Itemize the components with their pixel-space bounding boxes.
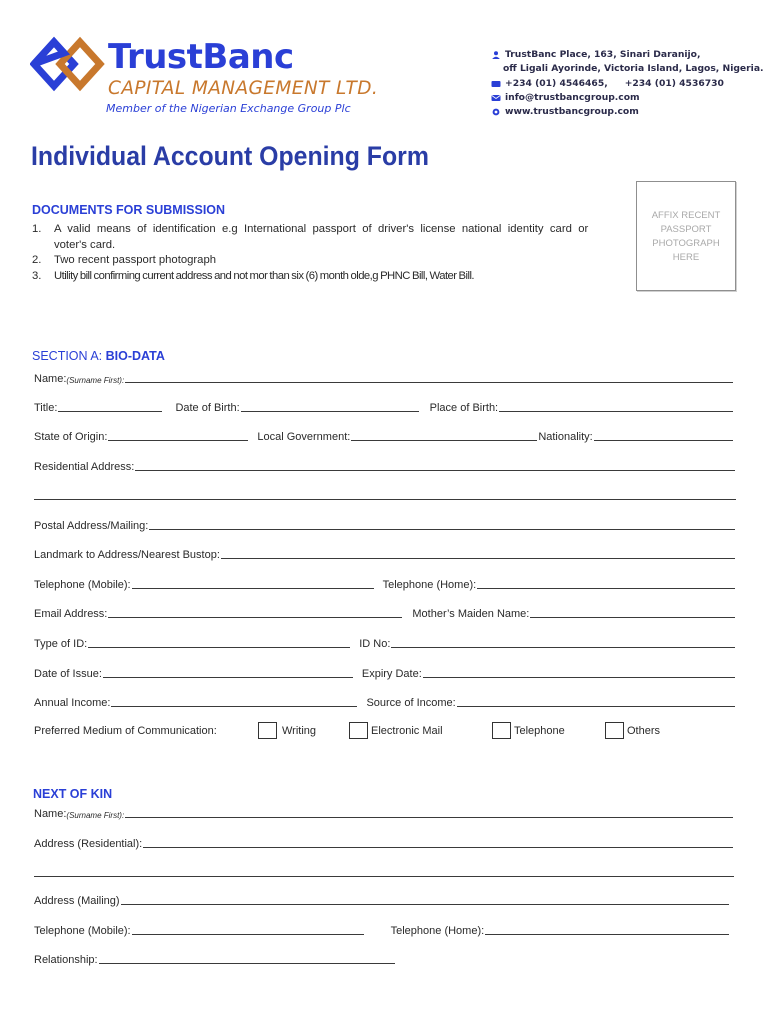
residential-address-field[interactable] bbox=[34, 459, 736, 473]
tel-mobile-label: Telephone (Mobile): bbox=[34, 579, 131, 591]
phone-icon bbox=[491, 80, 501, 88]
telephone-checkbox[interactable] bbox=[492, 722, 511, 739]
nok-tel-home-label: Telephone (Home): bbox=[390, 925, 485, 937]
postal-address-field[interactable] bbox=[34, 518, 736, 532]
trustbanc-logo-icon bbox=[30, 36, 108, 92]
pob-field[interactable] bbox=[499, 411, 733, 412]
source-label: Source of Income: bbox=[366, 697, 456, 709]
issue-field[interactable] bbox=[103, 677, 353, 678]
documents-heading: DOCUMENTS FOR SUBMISSION bbox=[32, 203, 226, 217]
nok-name-field[interactable] bbox=[34, 806, 734, 820]
income-row bbox=[34, 695, 736, 709]
pob-label: Place of Birth: bbox=[429, 402, 499, 414]
id-row bbox=[34, 636, 736, 650]
nok-address-mailing-field[interactable] bbox=[34, 893, 730, 907]
lga-field[interactable] bbox=[351, 440, 537, 441]
state-field[interactable] bbox=[108, 440, 248, 441]
state-lga-nationality-row bbox=[34, 429, 734, 443]
name-hint: (Surname First): bbox=[66, 376, 125, 385]
others-label: Others bbox=[627, 725, 661, 737]
title-label: Title: bbox=[34, 402, 58, 414]
nok-relationship-label: Relationship: bbox=[34, 954, 98, 966]
tel-home-label: Telephone (Home): bbox=[382, 579, 477, 591]
list-item: 3. Utility bill confirming current address and not mor than six (6) month olde,g PHNC Bill, Water Bill. bbox=[32, 269, 612, 285]
state-label: State of Origin: bbox=[34, 431, 108, 443]
form-title: Individual Account Opening Form bbox=[31, 141, 429, 171]
postal-label: Postal Address/Mailing: bbox=[34, 520, 149, 532]
nok-name-label: Name: bbox=[34, 808, 67, 820]
document-item-text: A valid means of identification e.g International passport of driver's license national identity card or bbox=[54, 223, 589, 235]
nok-tel-mobile-field[interactable] bbox=[132, 934, 364, 935]
brand-name: TrustBanc bbox=[108, 37, 294, 77]
email-link[interactable]: info@trustbancgroup.com bbox=[505, 91, 640, 103]
nok-address-res-label: Address (Residential): bbox=[34, 838, 143, 850]
issue-label: Date of Issue: bbox=[34, 668, 102, 680]
list-item: 1. A valid means of identification e.g International passport of driver's license national identity card or voter's card. bbox=[32, 222, 612, 253]
name-field[interactable] bbox=[34, 371, 734, 385]
telephone-label: Telephone bbox=[514, 725, 565, 737]
document-item-text: Utility bill confirming current address and not mor than six (6) month olde,g PHNC Bill, Water Bill. bbox=[54, 269, 475, 282]
nok-name-hint: (Surname First): bbox=[66, 811, 125, 820]
medium-label: Preferred Medium of Communication: bbox=[34, 725, 217, 737]
address-line-1: TrustBanc Place, 163, Sinari Daranijo, bbox=[505, 49, 701, 60]
tel-home-field[interactable] bbox=[477, 588, 735, 589]
landmark-field[interactable] bbox=[34, 547, 736, 561]
telephone-row bbox=[34, 577, 736, 591]
electronic-mail-checkbox[interactable] bbox=[349, 722, 368, 739]
nok-relationship-field[interactable] bbox=[34, 952, 396, 966]
nok-address-residential-line-2[interactable] bbox=[34, 876, 734, 877]
section-a-heading bbox=[32, 349, 165, 363]
next-of-kin-heading: NEXT OF KIN bbox=[33, 787, 113, 801]
email-field[interactable] bbox=[108, 617, 402, 618]
section-a-title: BIO-DATA bbox=[105, 349, 165, 363]
document-item-text: Two recent passport photograph bbox=[54, 254, 217, 266]
id-no-label: ID No: bbox=[359, 638, 391, 650]
contact-block bbox=[491, 48, 764, 119]
mail-icon bbox=[491, 94, 501, 102]
nok-address-residential-field[interactable] bbox=[34, 836, 734, 850]
title-field[interactable] bbox=[58, 411, 162, 412]
issue-expiry-row bbox=[34, 666, 736, 680]
maiden-field[interactable] bbox=[530, 617, 735, 618]
income-label: Annual Income: bbox=[34, 697, 111, 709]
id-no-field[interactable] bbox=[391, 647, 735, 648]
electronic-mail-label: Electronic Mail bbox=[371, 725, 443, 737]
nationality-field[interactable] bbox=[594, 440, 733, 441]
id-type-label: Type of ID: bbox=[34, 638, 88, 650]
nok-telephone-row bbox=[34, 923, 730, 937]
brand-member-text: Member of the Nigerian Exchange Group Plc bbox=[106, 102, 351, 115]
document-item-text: voter's card. bbox=[54, 238, 116, 251]
writing-label: Writing bbox=[282, 725, 317, 737]
title-dob-pob-row bbox=[34, 400, 734, 414]
passport-photo-box bbox=[636, 181, 736, 291]
maiden-label: Mother’s Maiden Name: bbox=[412, 608, 530, 620]
brand-subtitle: CAPITAL MANAGEMENT LTD. bbox=[108, 78, 379, 99]
lga-label: Local Government: bbox=[257, 431, 351, 443]
documents-list bbox=[32, 222, 612, 284]
email-maiden-row bbox=[34, 606, 736, 620]
address-line-2: off Ligali Ayorinde, Victoria Island, Lagos, Nigeria. bbox=[503, 63, 764, 75]
photo-box-text: AFFIX RECENT PASSPORT PHOTOGRAPH HERE bbox=[651, 210, 721, 263]
nok-tel-mobile-label: Telephone (Mobile): bbox=[34, 925, 131, 937]
expiry-field[interactable] bbox=[423, 677, 735, 678]
dob-field[interactable] bbox=[241, 411, 419, 412]
email-label: Email Address: bbox=[34, 608, 108, 620]
residential-label: Residential Address: bbox=[34, 461, 135, 473]
writing-checkbox[interactable] bbox=[258, 722, 277, 739]
others-checkbox[interactable] bbox=[605, 722, 624, 739]
person-icon bbox=[491, 51, 501, 59]
phone-1: +234 (01) 4546465, bbox=[505, 77, 608, 89]
tel-mobile-field[interactable] bbox=[132, 588, 374, 589]
id-type-field[interactable] bbox=[88, 647, 350, 648]
nok-address-mail-label: Address (Mailing) bbox=[34, 895, 120, 907]
residential-address-line-2[interactable] bbox=[34, 499, 736, 500]
globe-icon bbox=[491, 108, 501, 116]
list-item: 2. Two recent passport photograph bbox=[32, 253, 612, 269]
income-field[interactable] bbox=[111, 706, 357, 707]
landmark-label: Landmark to Address/Nearest Bustop: bbox=[34, 549, 220, 561]
dob-label: Date of Birth: bbox=[175, 402, 240, 414]
name-label: Name: bbox=[34, 373, 67, 385]
phone-2: +234 (01) 4536730 bbox=[624, 77, 724, 89]
nationality-label: Nationality: bbox=[538, 431, 593, 443]
source-field[interactable] bbox=[457, 706, 735, 707]
section-a-prefix: SECTION A: bbox=[32, 349, 106, 363]
website-link[interactable]: www.trustbancgroup.com bbox=[505, 106, 639, 118]
nok-tel-home-field[interactable] bbox=[485, 934, 729, 935]
expiry-label: Expiry Date: bbox=[361, 668, 422, 680]
